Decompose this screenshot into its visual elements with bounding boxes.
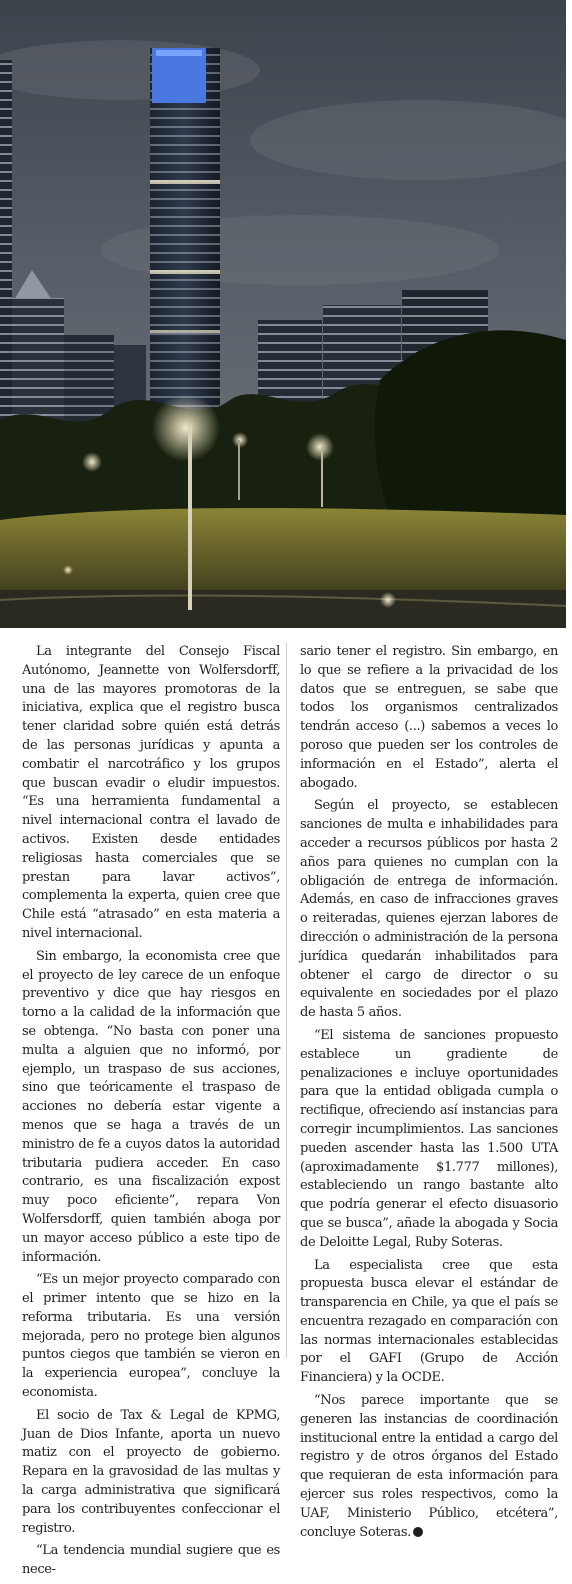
- article-column-right: [300, 643, 558, 1584]
- skyline-photo: [0, 0, 566, 628]
- end-of-article-icon: [413, 1527, 423, 1537]
- article-column-left: [22, 643, 280, 1584]
- paragraph-continued: sario tener el registro. Sin embargo, en lo que se refiere a la privacidad de los datos que se entreguen, se sabe que todos los organismos centralizados tendrán acceso (...) sabemos a veces lo poroso que pueden ser los controles de información en el Estado”, alerta el abogado.: [300, 644, 558, 791]
- paragraph: “La tendencia mundial sugiere que es nece-: [22, 1543, 280, 1578]
- paragraph: La especialista cree que esta propuesta busca elevar el estándar de transparencia en Chile, ya que el país se encuentra rezagado en comparación con las normas internacionales establecidas por el GAFI (Grupo de Acción Financiera) y la OCDE.: [300, 1257, 558, 1386]
- paragraph-final: [300, 1392, 558, 1542]
- article-body: [22, 643, 558, 1584]
- paragraph: El socio de Tax & Legal de KPMG, Juan de Dios Infante, aporta un nuevo matiz con el proyecto de gobierno. Repara en la gravosidad de las multas y la carga administrativa que significará para los contribuyentes confeccionar el registro.: [22, 1407, 280, 1536]
- paragraph-final-text: “Nos parece importante que se generen las instancias de coordinación institucional entre la entidad a cargo del registro y de otros órganos del Estado que requieran de esta información para ejercer sus roles respectivos, como la UAF, Ministerio Público, etcétera”, concluye Soteras.: [300, 1393, 558, 1540]
- paragraph: “Es un mejor proyecto comparado con el primer intento que se hizo en la reforma tributaria. Es una versión mejorada, pero no protege bien algunos puntos ciegos que también se vieron en la experiencia europea”, concluye la economista.: [22, 1272, 280, 1401]
- paragraph: Según el proyecto, se establecen sanciones de multa e inhabilidades para acceder a recursos públicos por hasta 2 años para quienes no cumplan con la obligación de entrega de información. Además, en caso de infracciones graves o reiteradas, quienes ejerzan labores de dirección o administración de la persona jurídica quedarán inhabilitados para obtener el cargo de director o su equivalente en sociedades por el plazo de hasta 5 años.: [300, 798, 558, 1021]
- paragraph: Sin embargo, la economista cree que el proyecto de ley carece de un enfoque preventivo y dice que hay riesgos en torno a la calidad de la información que se obtenga. “No basta con poner una multa a alguien que no informó, por ejemplo, un traspaso de sus acciones, sino que teóricamente el traspaso de acciones no debería estar vigente a menos que se haga a través de un ministro de fe a cuyos datos la autoridad tributaria pudiera acceder. En caso contrario, es una fiscalización expost muy poco eficiente”, repara Von Wolfersdorff, quien también aboga por un mayor acceso público a este tipo de información.: [22, 948, 280, 1265]
- paragraph: La integrante del Consejo Fiscal Autónomo, Jeannette von Wolfersdorff, una de las mayores promotoras de la iniciativa, explica que el registro busca tener claridad sobre quién está detrás de las personas jurídicas y apunta a combatir el narcotráfico y los grupos que buscan evadir o eludir impuestos. “Es una herramienta fundamental a nivel internacional contra el lavado de activos. Existen desde entidades religiosas hasta comerciales que se prestan para lavar activos”, complementa la experta, quien cree que Chile está “atrasado” en esta materia a nivel internacional.: [22, 644, 280, 941]
- paragraph: “El sistema de sanciones propuesto establece un gradiente de penalizaciones e incluye oportunidades para que la entidad obligada cumpla o rectifique, ofreciendo así instancias para corregir incumplimientos. Las sanciones pueden ascender hasta las 1.500 UTA (aproximadamente $1.777 millones), estableciendo un rango bastante alto que podría generar el efecto disuasorio que se busca”, añade la abogada y Socia de Deloitte Legal, Ruby Soteras.: [300, 1027, 558, 1250]
